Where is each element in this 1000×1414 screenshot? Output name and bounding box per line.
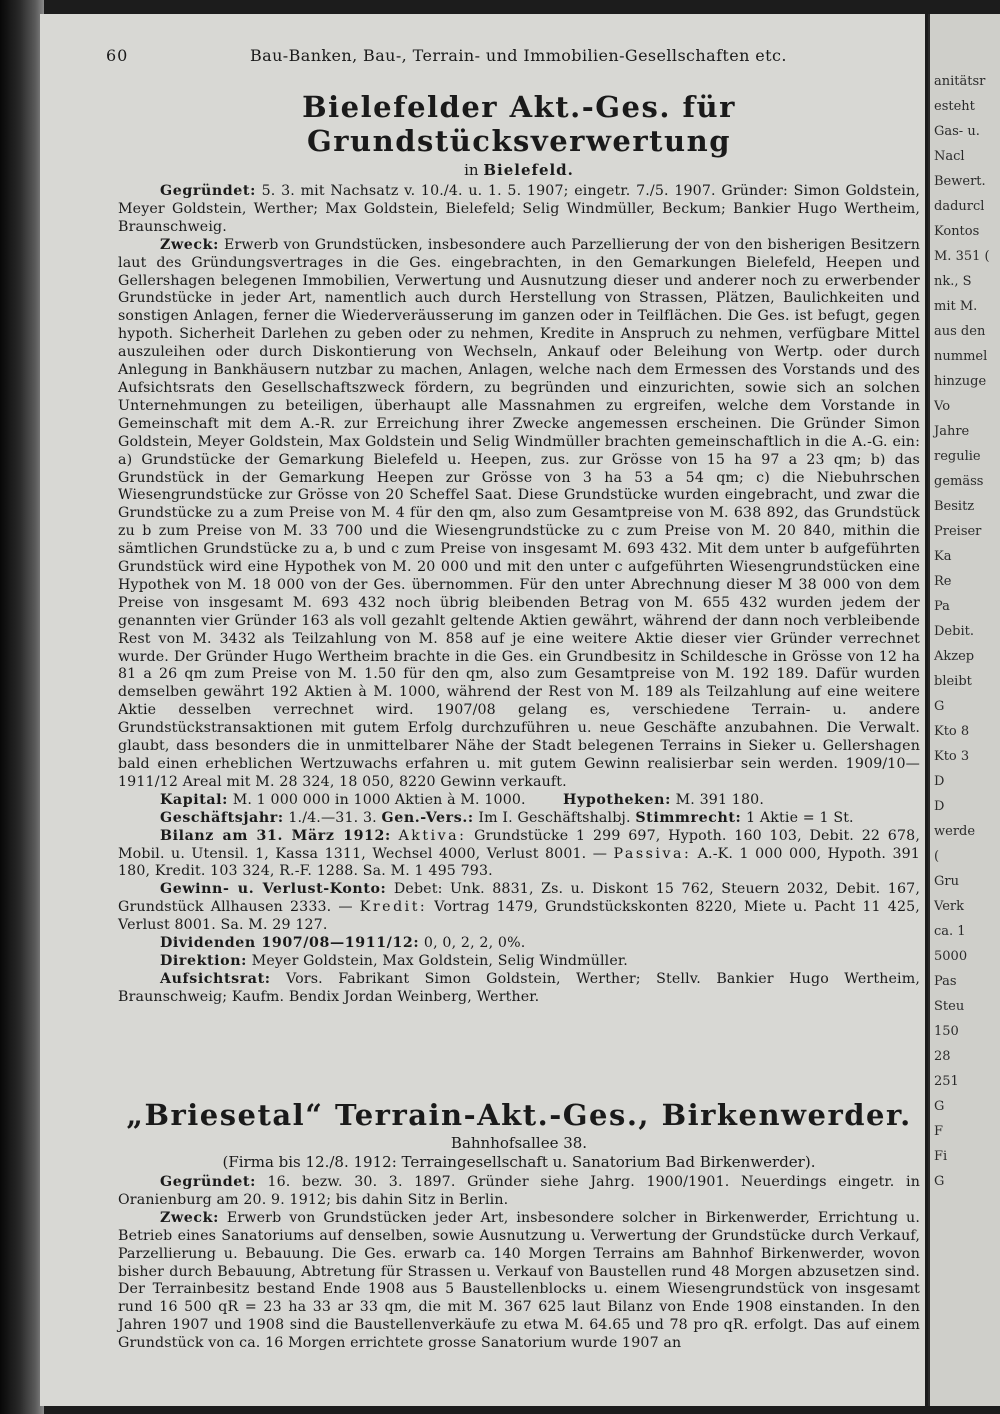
facing-page-fragment: 150 <box>934 1024 959 1039</box>
founded-paragraph <box>118 1174 920 1210</box>
facing-page-fragment: hinzuge <box>934 374 987 389</box>
facing-page-fragment: nk., S <box>934 274 972 289</box>
facing-page-fragment: G <box>934 1174 945 1189</box>
purpose-paragraph <box>118 1210 920 1353</box>
facing-page-fragment: 5000 <box>934 949 968 964</box>
facing-page-fragment: Bewert. <box>934 174 986 189</box>
facing-page-fragment: Gru <box>934 874 959 889</box>
supervisory-board-text: Vors. Fabrikant Simon Goldstein, Werther; Stellv. Bankier Hugo Wertheim, Braunschweig; Kaufm. Bendix Jordan Weinberg, Werther. <box>118 970 920 1005</box>
facing-page-fragment: Steu <box>934 999 965 1014</box>
facing-page-fragment: Gas- u. <box>934 124 980 139</box>
facing-page-fragment: mit M. <box>934 299 978 314</box>
purpose-label: Zweck: <box>160 1209 219 1226</box>
facing-page-edge <box>928 14 1000 1406</box>
facing-page-fragment: Nacl <box>934 149 965 164</box>
assets-label: Aktiva: <box>398 827 467 844</box>
facing-page-fragment: Akzep <box>934 649 975 664</box>
facing-page-fragment: gemäss <box>934 474 984 489</box>
running-title: Bau-Banken, Bau-, Terrain- und Immobilien-Gesellschaften etc. <box>250 46 787 65</box>
facing-page-fragment: Kontos <box>934 224 980 239</box>
page-number: 60 <box>106 46 129 65</box>
facing-page-fragment: Vo <box>934 399 951 414</box>
founded-label: Gegründet: <box>160 183 256 199</box>
voting-right-text: 1 Aktie = 1 St. <box>746 809 854 826</box>
company-address: Bahnhofsallee 38. <box>450 1134 588 1152</box>
capital-paragraph <box>118 792 920 810</box>
facing-page-fragment: G <box>934 1099 945 1114</box>
facing-page-fragment: dadurcl <box>934 199 985 214</box>
facing-page-fragment: Preiser <box>934 524 982 539</box>
location-prefix: in <box>464 161 479 179</box>
founded-text: 5. 3. mit Nachsatz v. 10./4. u. 1. 5. 1907; eingetr. 7./5. 1907. Gründer: Simon Goldstein, Meyer Goldstein, Werther; Max Goldstein, Bielefeld; Selig Windmüller, Beckum; Bankier Hugo Wertheim, Braunschweig. <box>118 183 920 235</box>
facing-page-fragment: aus den <box>934 324 986 339</box>
purpose-text: Erwerb von Grundstücken, insbesondere auch Parzellierung der von den bisherigen Besitzern laut des Gründungsvertrages in die Ges. eingebrachten, in den Gemarkungen Bielefeld, Heepen und Gellershagen belegenen Immobilien, Verwertung und Ausnutzung dieser und anderer noch zu erwerbender Grundstücke in jeder Art, namentlich auch durch Herstellung von Strassen, Plätzen, Baulichkeiten und sonstigen Anlagen, ferner die Wiederveräusserung im ganzen oder in Teilflächen. Die Ges. ist befugt, gegen hypoth. Sicherheit Darlehen zu geben oder zu nehmen, Kredite in Anspruch zu nehmen, verfügbare Mittel auszuleihen oder durch Diskontierung von Wechseln, Ankauf oder Beleihung von Wertp. oder durch Anlegung in Bankhäusern nutzbar zu machen, Anlagen, welche nach dem Ermessen des Vorstands und des Aufsichtsrats den Gesellschaftszweck fördern, zu begründen und einzurichten, sowie sich an solchen Unternehmungen zu beteiligen, überhaupt alle Massnahmen zu ergreifen, welche dem Vorstande in Gemeinschaft mit dem A.-R. zur Erreichung ihrer Zwecke angemessen erscheinen. Die Gründer Simon Goldstein, Meyer Goldstein, Max Goldstein und Selig Windmüller brachten gemeinschaftlich in die A.-G. ein: a) Grundstücke der Gemarkung Bielefeld u. Heepen, zus. zur Grösse von 15 ha 97 a 23 qm; b) das Grundstück in der Gemarkung Heepen zur Grösse von 3 ha 53 a 54 qm; c) die Niebuhrschen Wiesengrundstücke zur Grösse von 20 Scheffel Saat. Diese Grundstücke wurden eingebracht, und zwar die Grundstücke zu a zum Preise von M. 4 für den qm, also zum Gesamtpreise von M. 638 892, das Grundstück zu b zum Preise von M. 33 700 und die Wiesengrundstücke zu c zum Preise von M. 20 840, mithin die sämtlichen Grundstücke zu a, b und c zum Preise von insgesamt M. 693 432. Mit dem unter b aufgeführten Grundstück wird eine Hypothek von M. 20 000 und mit den unter c aufgeführten Wiesengrundstücken eine Hypothek von M. 18 000 von der Ges. übernommen. Für den unter Abrechnung dieser M 38 000 von dem Preise von insgesamt M. 693 432 noch übrig bleibenden Betrag von M. 655 432 wurden jedem der genannten vier Gründer 163 als voll gezahlt geltende Aktien gewährt, während der dann noch verbleibende Rest von M. 3432 als Teilzahlung von M. 858 auf je eine weitere Aktie dieser vier Gründer verrechnet wurde. Der Gründer Hugo Wertheim brachte in die Ges. ein Grundbesitz in Schildesche in Grösse von 12 ha 81 a 26 qm zum Preise von M. 1.50 für den qm, also zum Gesamtpreise von M. 192 189. Dafür wurden demselben gewährt 192 Aktien à M. 1000, während der Rest von M. 189 als Teilzahlung auf eine weitere Aktie desselben verrechnet wird. 1907/08 gelang es, verschiedene Terrain- u. andere Grundstückstransaktionen mit gutem Erfolg durchzuführen u. neue Geschäfte anzubahnen. Die Verwalt. glaubt, dass besonders die in unmittelbarer Nähe der Stadt belegenen Terrains in Sieker u. Gellershagen bald einen erheblichen Wertzuwachs erfahren u. mit gutem Gewinn realisierbar sein werden. 1909/10—1911/12 Areal mit M. 28 324, 18 050, 8220 Gewinn verkauft. <box>118 236 920 790</box>
facing-page-fragment: Besitz <box>934 499 975 514</box>
company-location <box>118 160 920 180</box>
debit-label: Debet: <box>393 881 443 898</box>
facing-page-fragment: Pa <box>934 599 950 614</box>
facing-page-fragment: Debit. <box>934 624 974 639</box>
fiscal-year-paragraph <box>118 810 920 828</box>
debit-text: Unk. 8831, Zs. u. Diskont 15 762, Steuern 2032, Debit. 167, Grundstück Allhausen 2333. — <box>118 881 920 916</box>
facing-page-fragment: bleibt <box>934 674 972 689</box>
supervisory-board-paragraph <box>118 971 920 1007</box>
facing-page-fragment: Jahre <box>934 424 970 439</box>
facing-page-fragment: Pas <box>934 974 957 989</box>
supervisory-board-label: Aufsichtsrat: <box>160 970 271 987</box>
purpose-text: Erwerb von Grundstücken jeder Art, insbesondere solcher in Birkenwerder, Errichtung u. Betrieb eines Sanatoriums auf denselben, sowie Ausnutzung u. Verwertung der Grundstücke durch Verkauf, Parzellierung u. Bebauung. Die Ges. erwarb ca. 140 Morgen Terrains am Bahnhof Birkenwerder, wovon bisher durch Bebauung, Abtretung für Strassen u. Verkauf von Baustellen rund 48 Morgen abzusetzen sind. Der Terrainbesitz bestand Ende 1908 aus 5 Baustellenblocks u. einem Wiesengrundstück von insgesamt rund 16 500 qR = 23 ha 33 ar 33 qm, die mit M. 367 625 laut Bilanz von Ende 1908 einstanden. In den Jahren 1907 und 1908 sind die Baustellenverkäufe zu etwa M. 64.65 und 78 pro qR. erfolgt. Das auf einem Grundstück von ca. 16 Morgen errichtete grosse Sanatorium wurde 1907 an <box>118 1209 920 1352</box>
facing-page-fragment: G <box>934 699 945 714</box>
facing-page-fragment: M. 351 ( <box>934 249 990 264</box>
entry-briesetal <box>118 1098 920 1353</box>
facing-page-fragment: Verk <box>934 899 964 914</box>
mortgages-label: Hypotheken: <box>563 791 671 808</box>
facing-page-fragment: regulie <box>934 449 981 464</box>
facing-page-fragment: ca. 1 <box>934 924 966 939</box>
facing-page-fragment: esteht <box>934 99 975 114</box>
facing-page-fragment: Fi <box>934 1149 948 1164</box>
voting-right-label: Stimmrecht: <box>635 809 742 826</box>
entry-bielefelder <box>118 90 920 1007</box>
location-city: Bielefeld. <box>483 161 574 179</box>
credit-label: Kredit: <box>359 899 428 916</box>
purpose-paragraph <box>118 237 920 792</box>
facing-page-fragment: D <box>934 799 945 814</box>
dividends-paragraph <box>118 935 920 953</box>
facing-page-fragment: anitätsr <box>934 74 986 89</box>
facing-page-fragment: 251 <box>934 1074 959 1089</box>
dividends-text: 0, 0, 2, 2, 0%. <box>423 935 526 952</box>
book-binding-shadow <box>0 0 44 1414</box>
facing-page-fragment: Kto 3 <box>934 749 970 764</box>
capital-text: M. 1 000 000 in 1000 Aktien à M. 1000. <box>232 791 526 808</box>
profit-loss-paragraph <box>118 881 920 935</box>
board-label: Direktion: <box>160 952 247 969</box>
facing-page-fragment: nummel <box>934 349 988 364</box>
fiscal-year-label: Geschäftsjahr: <box>160 809 284 826</box>
balance-label: Bilanz am 31. März 1912: <box>160 827 391 844</box>
facing-page-fragment: werde <box>934 824 976 839</box>
board-text: Meyer Goldstein, Max Goldstein, Selig Windmüller. <box>251 952 628 969</box>
dividends-label: Dividenden 1907/08—1911/12: <box>160 935 420 952</box>
facing-page-fragment: D <box>934 774 945 789</box>
facing-page-fragment: F <box>934 1124 944 1139</box>
general-meeting-label: Gen.-Vers.: <box>381 809 474 826</box>
founded-paragraph <box>118 183 920 237</box>
founded-text: 16. bezw. 30. 3. 1897. Gründer siehe Jahrg. 1900/1901. Neuerdings eingetr. in Oranienburg am 20. 9. 1912; bis dahin Sitz in Berlin. <box>118 1174 920 1208</box>
company-title: Bielefelder Akt.-Ges. für Grundstücksverwertung <box>302 90 736 158</box>
facing-page-fragment: Kto 8 <box>934 724 970 739</box>
facing-page-fragment: Ka <box>934 549 952 564</box>
credit-text: Vortrag 1479, Grundstückskonten 8220, Miete u. Pacht 11 425, Verlust 8001. Sa. M. 29 127. <box>118 899 920 934</box>
purpose-label: Zweck: <box>160 236 219 253</box>
fiscal-year-text: 1./4.—31. 3. <box>288 809 377 826</box>
company-title: „Briesetal“ Terrain-Akt.-Ges., Birkenwerder. <box>126 1098 912 1132</box>
board-paragraph <box>118 953 920 971</box>
company-former-name: (Firma bis 12./8. 1912: Terraingesellschaft u. Sanatorium Bad Birkenwerder). <box>222 1153 816 1171</box>
liabilities-text: A.-K. 1 000 000, Hypoth. 391 180, Kredit. 103 324, R.-F. 1288. Sa. M. 1 495 793. <box>118 845 920 880</box>
general-meeting-text: Im I. Geschäftshalbj. <box>478 809 631 826</box>
capital-label: Kapital: <box>160 791 229 808</box>
assets-text: Grundstücke 1 299 697, Hypoth. 160 103, Debit. 22 678, Mobil. u. Utensil. 1, Kassa 1311, Wechsel 4000, Verlust 8001. — <box>118 827 920 862</box>
balance-paragraph <box>118 828 920 882</box>
founded-label: Gegründet: <box>160 1174 256 1190</box>
facing-page-fragment: 28 <box>934 1049 951 1064</box>
liabilities-label: Passiva: <box>613 845 692 862</box>
facing-page-fragment: ( <box>934 849 940 864</box>
running-header <box>60 46 910 72</box>
profit-loss-label: Gewinn- u. Verlust-Konto: <box>160 881 387 898</box>
mortgages-text: M. 391 180. <box>675 791 764 808</box>
facing-page-fragment: Re <box>934 574 952 589</box>
